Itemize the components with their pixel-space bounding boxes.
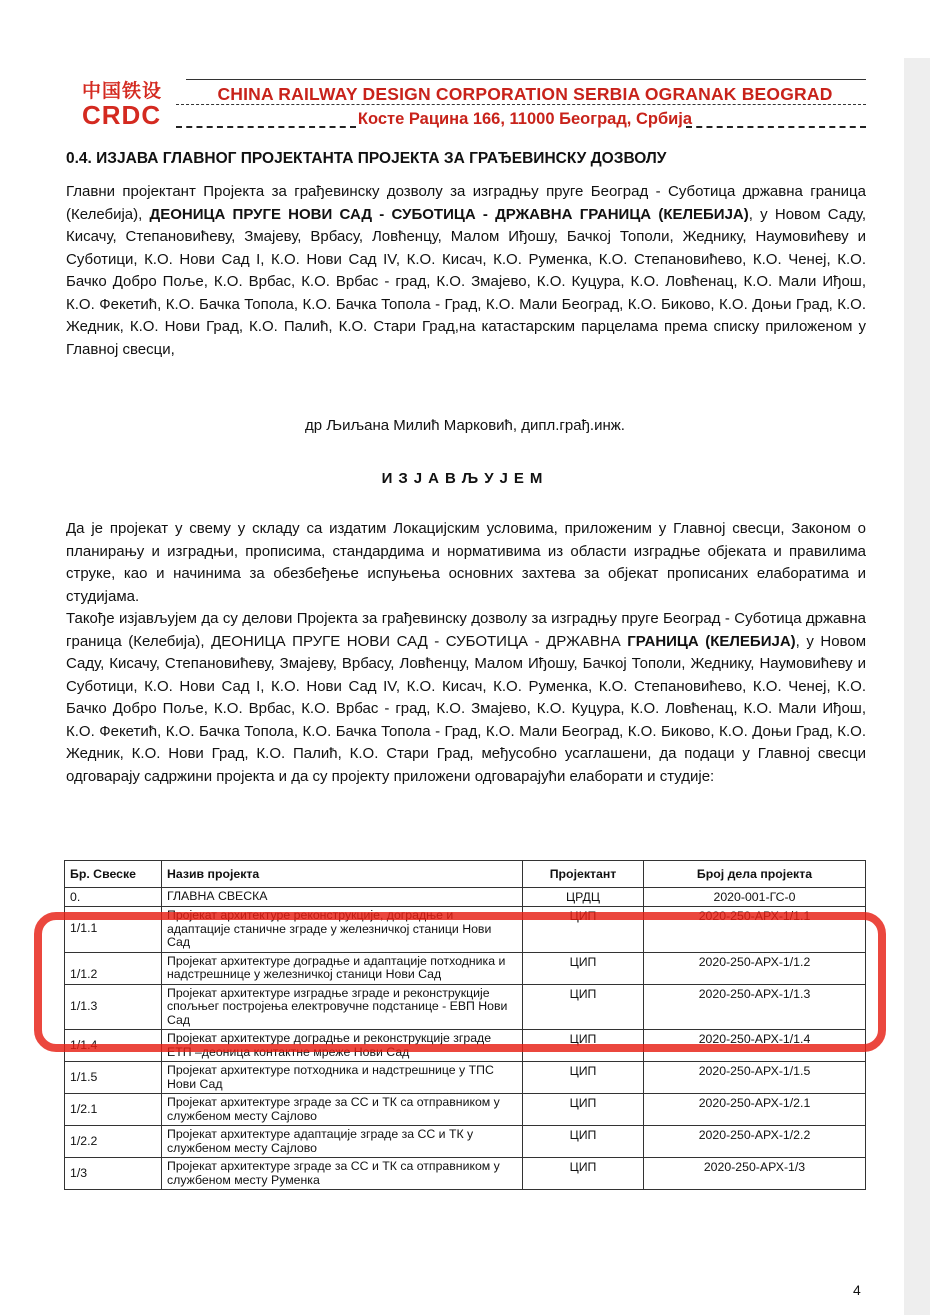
cell-volume: 1/1.2 [65,952,162,984]
paragraph-designer-intro [66,181,866,361]
table-row [65,1126,866,1158]
cell-designer: ЦИП [523,907,644,953]
cell-project-number: 2020-250-АРХ-1/1.2 [644,952,866,984]
paragraph2-b [66,608,866,788]
paragraph2-b-bold: ГРАНИЦА (КЕЛЕБИЈА) [627,632,796,650]
cell-volume: 1/2.2 [65,1126,162,1158]
projects-table [64,860,866,1190]
cell-project-name: Пројекат архитектуре изградње зграде и реконструкције спољњег постројења електровучне подстанице - ЕВП Нови Сад [162,984,523,1030]
cell-project-number: 2020-250-АРХ-1/1.3 [644,984,866,1030]
column-header-project-name: Назив пројекта [162,861,523,888]
table-row [65,1062,866,1094]
cell-project-name: Пројекат архитектуре доградње и реконструкције зграде ЕТП –деоница контактне мреже Нови Сад [162,1030,523,1062]
cell-project-number: 2020-250-АРХ-1/2.1 [644,1094,866,1126]
cell-designer: ЦИП [523,984,644,1030]
paragraph-declaration [66,518,866,788]
page-number: 4 [853,1282,861,1298]
cell-project-name: Пројекат архитектуре зграде за СС и ТК са отправником у службеном месту Сајлово [162,1094,523,1126]
table-row [65,1094,866,1126]
header-rule-right [686,126,866,128]
cell-volume: 1/1.4 [65,1030,162,1062]
cell-project-number: 2020-250-АРХ-1/1.5 [644,1062,866,1094]
table-row [65,907,866,953]
cell-designer: ЦИП [523,1126,644,1158]
company-header [180,84,870,129]
logo-chinese-text: 中国铁设 [82,80,163,102]
paragraph1-rest: , у Новом Саду, Кисачу, Степановићеву, Змајеву, Врбасу, Ловћенцу, Малом Иђошу, Бачкој Тополи, Жеднику, Наумовићеву и Суботици, К.О. Нови Сад I, К.О. Нови Сад IV, К.О. Кисач, К.О. Руменка, К.О. Степановићево, К.О. Ченеј, К.О. Бачко Добро Поље, К.О. Врбас, К.О. Врбас - град, К.О. Змајево, К.О. Куцура, К.О. Ловћенац, К.О. Мали Иђош, К.О. Фекетић, К.О. Бачка Топола, К.О. Бачка Топола - Град, К.О. Мали Београд, К.О. Биково, К.О. Доњи Град, К.О. Жедник, К.О. Нови Град, К.О. Палић, К.О. Стари Град,на катастарским парцелама према списку приложеном у Главној свесци, [66,205,866,358]
paragraph1-section-name: ДЕОНИЦА ПРУГЕ НОВИ САД - СУБОТИЦА - ДРЖАВНА ГРАНИЦА (КЕЛЕБИЈА) [149,205,749,223]
table-row [65,888,866,907]
cell-volume: 1/1.1 [65,907,162,953]
cell-designer: ЦРДЦ [523,888,644,907]
section-heading: 0.4. ИЗЈАВА ГЛАВНОГ ПРОЈЕКТАНТА ПРОЈЕКТА ЗА ГРАЂЕВИНСКУ ДОЗВОЛУ [66,150,667,167]
cell-designer: ЦИП [523,1094,644,1126]
signer-name: др Љиљана Милић Марковић, дипл.грађ.инж. [305,417,625,434]
table-row [65,984,866,1030]
table-row [65,1030,866,1062]
cell-designer: ЦИП [523,952,644,984]
cell-project-name: Пројекат архитектуре зграде за СС и ТК са отправником у службеном месту Руменка [162,1158,523,1190]
cell-designer: ЦИП [523,1158,644,1190]
cell-project-name: Пројекат архитектуре реконструкције, доградње и адаптације станичне зграде у железничкој станици Нови Сад [162,907,523,953]
cell-designer: ЦИП [523,1030,644,1062]
declaration-title: ИЗЈАВЉУЈЕМ [381,470,549,487]
cell-project-number: 2020-250-АРХ-1/1.4 [644,1030,866,1062]
column-header-designer: Пројектант [523,861,644,888]
scrollbar-track[interactable] [904,58,930,1315]
paragraph2-a: Да је пројекат у свему у складу са издатим Локацијским условима, приложеним у Главној свесци, Законом о планирању и изградњи, прописима, стандардима и нормативима из области изградње објеката и правилима струке, као и начинима за обезбеђење испуњења основних захтева за објекат прописаних елаборатима и студијама. [66,520,866,605]
company-name: CHINA RAILWAY DESIGN CORPORATION SERBIA OGRANAK BEOGRAD [217,84,833,104]
header-rule-left [176,126,356,128]
column-header-project-number: Број дела пројекта [644,861,866,888]
cell-volume: 1/3 [65,1158,162,1190]
header-rule-middle [176,104,866,105]
paragraph1-intro: Главни пројектант Пројекта за грађевинску дозволу за изградњу пруге Београд - Суботица државна граница (Келебија), [66,183,866,223]
cell-designer: ЦИП [523,1062,644,1094]
cell-project-number: 2020-001-ГС-0 [644,888,866,907]
cell-project-number: 2020-250-АРХ-1/3 [644,1158,866,1190]
cell-volume: 1/2.1 [65,1094,162,1126]
cell-project-number: 2020-250-АРХ-1/2.2 [644,1126,866,1158]
column-header-volume: Бр. Свеске [65,861,162,888]
cell-volume: 1/1.5 [65,1062,162,1094]
company-address: Косте Рацина 166, 11000 Београд, Србија [357,110,693,128]
paragraph2-b-rest: , у Новом Саду, Кисачу, Степановићеву, Змајеву, Врбасу, Ловћенцу, Малом Иђошу, Бачкој Тополи, Жеднику, Наумовићеву и Суботици, К.О. Нови Сад I, К.О. Нови Сад IV, К.О. Кисач, К.О. Руменка, К.О. Степановићево, К.О. Ченеј, К.О. Бачко Добро Поље, К.О. Врбас, К.О. Врбас - град, К.О. Змајево, К.О. Куцура, К.О. Ловћенац, К.О. Мали Иђош, К.О. Фекетић, К.О. Бачка Топола, К.О. Бачка Топола - Град, К.О. Мали Београд, К.О. Биково, К.О. Доњи Град, К.О. Жедник, К.О. Нови Град, К.О. Палић, К.О. Стари Град, међусобно усаглашени, да подаци у Главној свесци одговарају садржини пројекта и да су пројекту приложени одговарајући елаборати и студије: [66,632,867,785]
paragraph2-b-intro: Такође изјављујем да су делови Пројекта за грађевинску дозволу за изградњу пруге Београд - Суботица државна граница (Келебија), ДЕОНИЦА ПРУГЕ НОВИ САД - СУБОТИЦА - ДРЖАВНА [66,610,866,650]
header-rule-top [186,79,866,80]
cell-volume: 1/1.3 [65,984,162,1030]
cell-project-name: Пројекат архитектуре доградње и адаптације потходника и надстрешнице у железничкој станици Нови Сад [162,952,523,984]
cell-project-name: Пројекат архитектуре потходника и надстрешнице у ТПС Нови Сад [162,1062,523,1094]
crdc-logo [82,80,177,129]
cell-project-name: Пројекат архитектуре адаптације зграде за СС и ТК у службеном месту Сајлово [162,1126,523,1158]
cell-project-number: 2020-250-АРХ-1/1.1 [644,907,866,953]
cell-volume: 0. [65,888,162,907]
logo-latin-text: CRDC [82,100,162,130]
table-header-row [65,861,866,888]
cell-project-name: ГЛАВНА СВЕСКА [162,888,523,907]
table-row [65,1158,866,1190]
table-row [65,952,866,984]
